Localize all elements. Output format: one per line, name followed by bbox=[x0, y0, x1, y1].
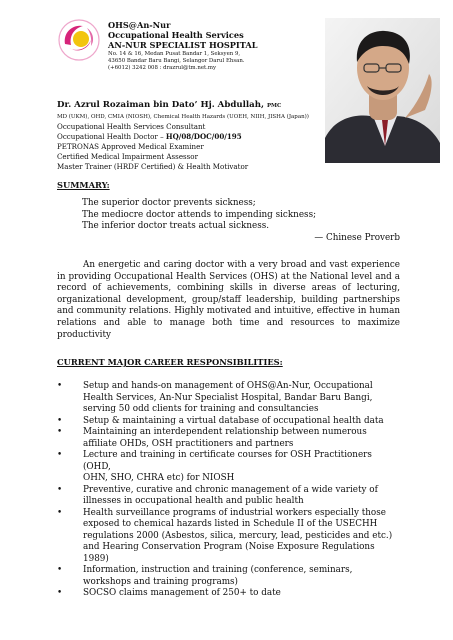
org-address-line-2: 43650 Bandar Baru Bangi, Selangor Darul Ehsan. bbox=[108, 57, 245, 64]
responsibility-line: Setup and hands-on management of OHS@An-Nur, Occupational bbox=[83, 381, 373, 391]
responsibility-item bbox=[57, 485, 402, 508]
responsibility-text bbox=[83, 588, 402, 600]
role-1: Occupational Health Services Consultant bbox=[57, 122, 206, 132]
responsibility-line: OHN, SHO, CHRA etc) for NIOSH bbox=[83, 473, 235, 483]
credentials-block bbox=[57, 112, 327, 173]
responsibility-text bbox=[83, 485, 402, 508]
responsibility-item bbox=[57, 450, 402, 485]
ohs-annur-logo bbox=[57, 18, 101, 62]
responsibilities-heading: CURRENT MAJOR CAREER RESPONSIBILITIES: bbox=[57, 357, 283, 367]
quote-line-1: The superior doctor prevents sickness; bbox=[82, 198, 256, 208]
responsibility-text bbox=[83, 508, 402, 566]
role-4: Certified Medical Impairment Assessor bbox=[57, 152, 198, 162]
qualifications: MD (UKM), OHD, CMIA (NIOSH), Chemical Health Hazards (UOEH, NIIH, JISHA (Japan)) bbox=[57, 114, 309, 120]
responsibility-line: Information, instruction and training (conference, seminars, bbox=[83, 565, 353, 575]
responsibility-line: Health Services, An-Nur Specialist Hospital, Bandar Baru Bangi, bbox=[83, 392, 373, 403]
summary-paragraph bbox=[57, 260, 400, 341]
responsibility-text bbox=[83, 450, 402, 485]
role-3: PETRONAS Approved Medical Examiner bbox=[57, 142, 204, 152]
summary-heading: SUMMARY: bbox=[57, 180, 110, 190]
org-address-line-1: No. 14 & 16, Medan Pusat Bandar 1, Seksyen 9, bbox=[108, 50, 241, 57]
responsibility-line: Lecture and training in certificate courses for OSH Practitioners (OHD, bbox=[83, 450, 372, 472]
responsibility-item bbox=[57, 588, 402, 600]
organisation-header bbox=[108, 20, 318, 72]
responsibility-line: workshops and training programs) bbox=[83, 576, 238, 587]
responsibility-item bbox=[57, 565, 402, 588]
responsibility-line: illnesses in occupational health and public health bbox=[83, 496, 304, 506]
responsibility-line: Maintaining an interdependent relationship between numerous bbox=[83, 427, 367, 437]
responsibility-line: regulations 2000 (Asbestos, silica, mercury, lead, pesticides and etc.) bbox=[83, 530, 393, 541]
responsibility-line: exposed to chemical hazards listed in Schedule II of the USECHH bbox=[83, 519, 378, 529]
bullet-icon: • bbox=[57, 588, 63, 598]
doctor-name-text: Dr. Azrul Rozaiman bin Dato’ Hj. Abdullah, bbox=[57, 100, 264, 110]
quote-line-2: The mediocre doctor attends to impending sickness; bbox=[82, 209, 317, 220]
responsibility-item bbox=[57, 427, 402, 450]
summary-paragraph-text: An energetic and caring doctor with a very broad and vast experience in providing Occupational Health Services (OHS) at the National level and a record of achievements, combining skills in diverse areas of lecturing, organizational development, group/staff leadership, building partnerships and community relations. Highly motivated and intuitive, effective in human relations and able to manage both time and resources to maximize productivity bbox=[57, 260, 400, 340]
responsibility-text bbox=[83, 381, 402, 416]
portrait-photo bbox=[325, 18, 440, 163]
responsibility-line: SOCSO claims management of 250+ to date bbox=[83, 588, 281, 598]
responsibility-line: affiliate OHDs, OSH practitioners and partners bbox=[83, 438, 294, 449]
role-5: Master Trainer (HRDF Certified) & Health Motivator bbox=[57, 162, 249, 172]
responsibility-line: and Hearing Conservation Program (Noise Exposure Regulations 1989) bbox=[83, 542, 375, 564]
quote-line-3: The inferior doctor treats actual sickness. bbox=[82, 221, 270, 231]
role-2 bbox=[57, 132, 327, 142]
responsibility-line: Health surveillance programs of industrial workers especially those bbox=[83, 507, 386, 518]
org-name-line-1: OHS@An-Nur bbox=[108, 20, 171, 30]
responsibility-item bbox=[57, 508, 402, 566]
responsibility-item bbox=[57, 381, 402, 416]
responsibilities-list bbox=[57, 381, 402, 600]
org-contact: (+6012) 3242 008 : drazrul@tm.net.my bbox=[108, 65, 217, 72]
bullet-icon: • bbox=[57, 450, 63, 460]
bullet-icon: • bbox=[57, 484, 63, 495]
org-name-line-2: Occupational Health Services bbox=[108, 30, 244, 41]
role-2-code: HQ/08/DOC/00/195 bbox=[165, 132, 242, 142]
responsibility-text bbox=[83, 427, 402, 450]
proverb-quote bbox=[82, 198, 400, 244]
responsibility-line: Preventive, curative and chronic management of a wide variety of bbox=[83, 484, 378, 495]
bullet-icon: • bbox=[57, 427, 63, 437]
bullet-icon: • bbox=[57, 507, 63, 518]
responsibility-line: serving 50 odd clients for training and consultancies bbox=[83, 404, 319, 414]
doctor-name-suffix: PMC bbox=[266, 103, 282, 109]
responsibility-text bbox=[83, 416, 402, 428]
responsibility-line: Setup & maintaining a virtual database of occupational health data bbox=[83, 415, 384, 426]
role-2-prefix: Occupational Health Doctor – bbox=[57, 132, 166, 142]
quote-attribution: — Chinese Proverb bbox=[314, 232, 400, 243]
responsibility-item bbox=[57, 416, 402, 428]
doctor-name bbox=[57, 100, 281, 110]
bullet-icon: • bbox=[57, 415, 63, 426]
org-name-line-3: AN-NUR SPECIALIST HOSPITAL bbox=[108, 40, 258, 51]
bullet-icon: • bbox=[57, 565, 63, 575]
responsibility-text bbox=[83, 565, 402, 588]
bullet-icon: • bbox=[57, 381, 63, 391]
